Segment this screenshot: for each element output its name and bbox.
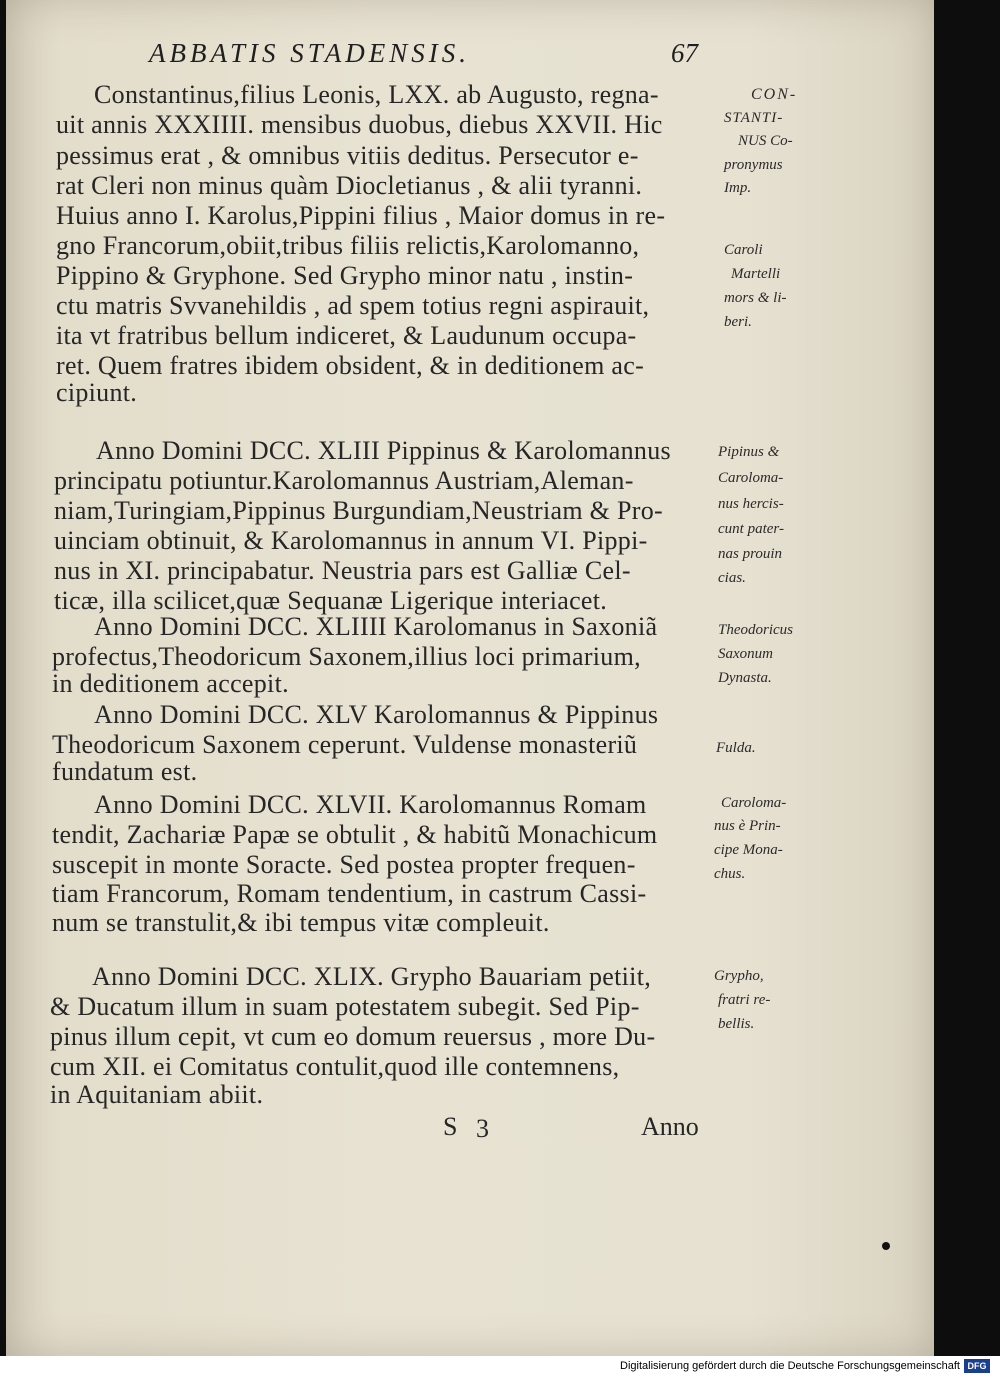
text-line: Anno Domini DCC. XLVII. Karolomannus Romam xyxy=(94,790,647,819)
text-line: Theodoricum Saxonem ceperunt. Vuldense monasteriũ xyxy=(52,730,638,759)
text-line: Anno Domini DCC. XLV Karolomannus & Pippinus xyxy=(94,700,659,729)
signature-number: 3 xyxy=(476,1114,489,1143)
margin-note: STANTI- xyxy=(724,110,784,126)
text-line: in Aquitaniam abiit. xyxy=(50,1080,264,1109)
text-line: tendit, Zachariæ Papæ se obtulit , & habitũ Monachicum xyxy=(52,820,658,849)
margin-note: Theodoricus xyxy=(718,622,793,638)
dfg-credit: Digitalisierung gefördert durch die Deutsche Forschungsgemeinschaft xyxy=(620,1360,960,1372)
footer-bar xyxy=(0,1356,1000,1378)
text-line: ticæ, illa scilicet,quæ Sequanæ Ligerique interiacet. xyxy=(54,586,608,615)
margin-note: cipe Mona- xyxy=(714,842,783,858)
margin-note: NUS Co- xyxy=(738,133,793,149)
text-line: uit annis XXXIIII. mensibus duobus, diebus XXVII. Hic xyxy=(56,110,663,139)
text-line: suscepit in monte Soracte. Sed postea propter frequen- xyxy=(52,850,636,879)
margin-note: Imp. xyxy=(724,180,752,196)
text-line: Anno Domini DCC. XLIIII Karolomanus in Saxoniã xyxy=(94,612,658,641)
margin-note: CON- xyxy=(751,86,798,103)
text-line: & Ducatum illum in suam potestatem subegit. Sed Pip- xyxy=(50,992,640,1021)
text-line: Constantinus,filius Leonis, LXX. ab Augusto, regna- xyxy=(94,80,659,109)
margin-note: Saxonum xyxy=(718,646,773,662)
text-line: pinus illum cepit, vt cum eo domum reuersus , more Du- xyxy=(50,1022,656,1051)
margin-note: pronymus xyxy=(724,157,783,173)
text-line: fundatum est. xyxy=(52,757,198,786)
dfg-logo-icon[interactable]: DFG xyxy=(964,1359,990,1373)
margin-note: Martelli xyxy=(731,266,781,282)
page-number: 67 xyxy=(671,38,698,68)
text-line: ret. Quem fratres ibidem obsident, & in deditionem ac- xyxy=(56,351,645,380)
margin-note: Caroli xyxy=(724,242,763,258)
text-line: gno Francorum,obiit,tribus filiis relictis,Karolomanno, xyxy=(56,231,640,260)
text-line: num se transtulit,& ibi tempus vitæ compleuit. xyxy=(52,908,550,937)
margin-note: chus. xyxy=(714,866,746,882)
margin-note: cias. xyxy=(718,570,746,586)
text-line: in deditionem accepit. xyxy=(52,669,289,698)
text-line: cum XII. ei Comitatus contulit,quod ille contemnens, xyxy=(50,1052,620,1081)
signature-letter: S xyxy=(443,1112,458,1141)
margin-note: Caroloma- xyxy=(718,470,784,486)
running-title: ABBATIS STADENSIS. xyxy=(149,38,470,68)
margin-note: cunt pater- xyxy=(718,521,784,537)
text-line: pessimus erat , & omnibus vitiis deditus. Persecutor e- xyxy=(56,141,639,170)
margin-note: Grypho, xyxy=(714,968,764,984)
text-line: uinciam obtinuit, & Karolomannus in annum VI. Pippi- xyxy=(54,526,648,555)
text-line: cipiunt. xyxy=(56,378,138,407)
main-text xyxy=(6,0,934,1356)
ink-dot xyxy=(882,1242,890,1250)
margin-note: Pipinus & xyxy=(718,444,780,460)
text-line: nus in XI. principabatur. Neustria pars est Galliæ Cel- xyxy=(54,556,631,585)
text-line: ita vt fratribus bellum indiceret, & Laudunum occupa- xyxy=(56,321,637,350)
margin-note: bellis. xyxy=(718,1016,755,1032)
margin-note: fratri re- xyxy=(718,992,771,1008)
text-line: Huius anno I. Karolus,Pippini filius , Maior domus in re- xyxy=(56,201,666,230)
margin-note: Dynasta. xyxy=(718,670,772,686)
margin-note: beri. xyxy=(724,314,752,330)
text-line: tiam Francorum, Romam tendentium, in castrum Cassi- xyxy=(52,879,647,908)
text-line: Pippino & Gryphone. Sed Grypho minor natu , instin- xyxy=(56,261,634,290)
catchword: Anno xyxy=(641,1112,699,1141)
margin-note: nus hercis- xyxy=(718,496,784,512)
scanned-page xyxy=(6,0,934,1356)
text-line: profectus,Theodoricum Saxonem,illius loci primarium, xyxy=(52,642,641,671)
text-line: rat Cleri non minus quàm Diocletianus , & alii tyranni. xyxy=(56,171,643,200)
text-line: ctu matris Svvanehildis , ad spem totius regni aspirauit, xyxy=(56,291,650,320)
text-line: niam,Turingiam,Pippinus Burgundiam,Neustriam & Pro- xyxy=(54,496,663,525)
margin-note: Caroloma- xyxy=(721,795,787,811)
margin-note: mors & li- xyxy=(724,290,787,306)
margin-note: Fulda. xyxy=(716,740,756,756)
margin-note: nas prouin xyxy=(718,546,783,562)
text-line: Anno Domini DCC. XLIX. Grypho Bauariam petiit, xyxy=(92,962,652,991)
margin-note: nus è Prin- xyxy=(714,818,781,834)
text-line: Anno Domini DCC. XLIII Pippinus & Karolomannus xyxy=(96,436,671,465)
text-line: principatu potiuntur.Karolomannus Austriam,Aleman- xyxy=(54,466,634,495)
